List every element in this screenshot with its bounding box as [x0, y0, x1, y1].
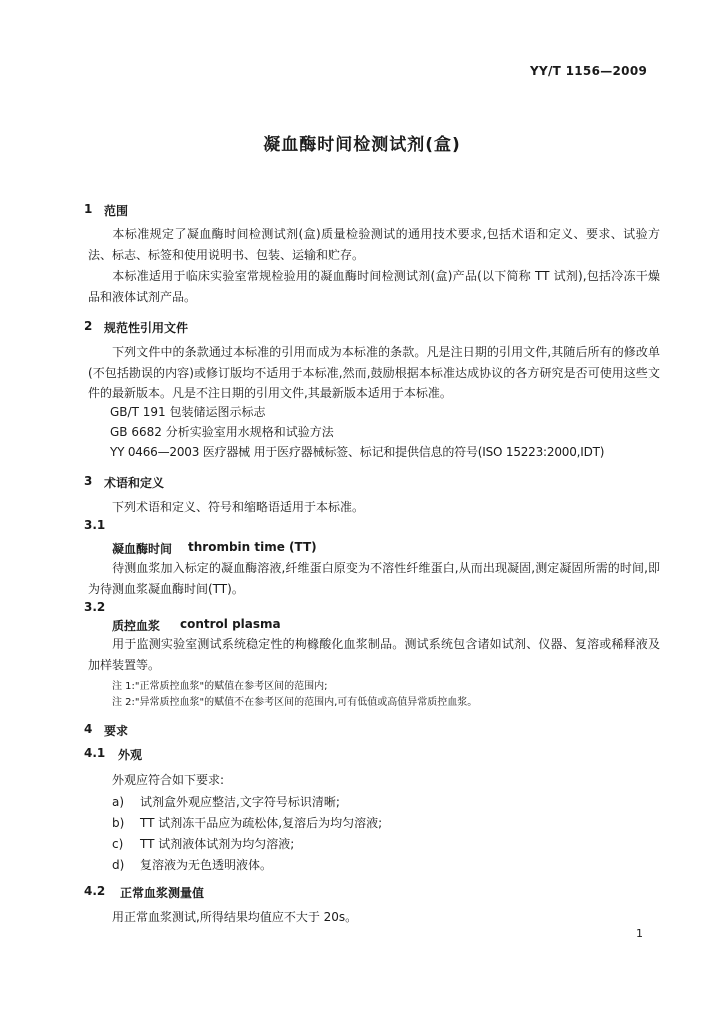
section-4-1-number: 4.1: [84, 746, 106, 760]
section-4-2-number: 4.2: [84, 884, 106, 898]
page-number: 1: [636, 927, 643, 940]
section-1-paragraph-1: [88, 224, 660, 265]
reference-item: YY 0466—2003 医疗器械 用于医疗器械标签、标记和提供信息的符号(ISO 15223:2000,IDT): [110, 445, 605, 459]
list-item-label: d): [112, 858, 125, 872]
term-3-1-zh: 凝血酶时间: [112, 542, 173, 556]
section-4-number: 4: [84, 722, 93, 736]
note-1: 注 1:"正常质控血浆"的赋值在参考区间的范围内;: [112, 681, 328, 692]
list-item-label: b): [112, 816, 125, 830]
section-3-intro: 下列术语和定义、符号和缩略语适用于本标准。: [112, 500, 365, 514]
section-4-2-heading: 正常血浆测量值: [120, 886, 205, 900]
document-title: 凝血酶时间检测试剂(盒): [263, 135, 461, 155]
section-3-number: 3: [84, 474, 93, 488]
standard-code: YY/T 1156—2009: [530, 64, 648, 78]
section-1-paragraph-1-text: 本标准规定了凝血酶时间检测试剂(盒)质量检验测试的通用技术要求,包括术语和定义、要求、试验方法、标志、标签和使用说明书、包装、运输和贮存。: [88, 227, 660, 262]
list-item-label: c): [112, 837, 124, 851]
reference-item: GB/T 191 包装储运图示标志: [110, 405, 266, 419]
term-3-1-number: 3.1: [84, 518, 106, 532]
section-2-number: 2: [84, 319, 93, 333]
term-3-2-definition: [88, 634, 660, 675]
term-3-2-number: 3.2: [84, 600, 106, 614]
section-4-heading: 要求: [104, 724, 129, 738]
list-item-text: 复溶液为无色透明液体。: [140, 858, 273, 872]
section-4-1-heading: 外观: [118, 748, 143, 762]
section-3-heading: 术语和定义: [104, 476, 165, 490]
note-2: 注 2:"异常质控血浆"的赋值不在参考区间的范围内,可有低值或高值异常质控血浆。: [112, 697, 478, 708]
section-4-2-text: 用正常血浆测试,所得结果均值应不大于 20s。: [112, 910, 358, 924]
list-item-text: TT 试剂冻干品应为疏松体,复溶后为均匀溶液;: [140, 816, 383, 830]
section-1-number: 1: [84, 202, 93, 216]
list-item-text: TT 试剂液体试剂为均匀溶液;: [140, 837, 295, 851]
section-2-heading: 规范性引用文件: [104, 321, 189, 335]
term-3-1-en: thrombin time (TT): [188, 540, 317, 554]
section-1-heading: 范围: [104, 204, 129, 218]
section-2-paragraph-1-text: 下列文件中的条款通过本标准的引用而成为本标准的条款。凡是注日期的引用文件,其随后所有的修改单(不包括勘误的内容)或修订版均不适用于本标准,然而,鼓励根据本标准达成协议的各方研究是否可使用这些文件的最新版本。凡是不注日期的引用文件,其最新版本适用于本标准。: [88, 345, 660, 400]
term-3-1-definition: [88, 558, 660, 599]
list-item-text: 试剂盒外观应整洁,文字符号标识清晰;: [140, 795, 340, 809]
term-3-2-zh: 质控血浆: [112, 619, 161, 633]
term-3-2-definition-text: 用于监测实验室测试系统稳定性的枸橼酸化血浆制品。测试系统包含诸如试剂、仪器、复溶或稀释液及加样装置等。: [88, 637, 660, 672]
section-2-paragraph-1: [88, 342, 660, 404]
term-3-1-definition-text: 待测血浆加入标定的凝血酶溶液,纤维蛋白原变为不溶性纤维蛋白,从而出现凝固,测定凝固所需的时间,即为待测血浆凝血酶时间(TT)。: [88, 561, 660, 596]
section-4-1-intro: 外观应符合如下要求:: [112, 773, 225, 787]
reference-item: GB 6682 分析实验室用水规格和试验方法: [110, 425, 334, 439]
section-1-paragraph-2: [88, 266, 660, 307]
list-item-label: a): [112, 795, 125, 809]
section-1-paragraph-2-text: 本标准适用于临床实验室常规检验用的凝血酶时间检测试剂(盒)产品(以下简称 TT 试剂),包括冷冻干燥品和液体试剂产品。: [88, 269, 660, 304]
term-3-2-en: control plasma: [180, 617, 281, 631]
